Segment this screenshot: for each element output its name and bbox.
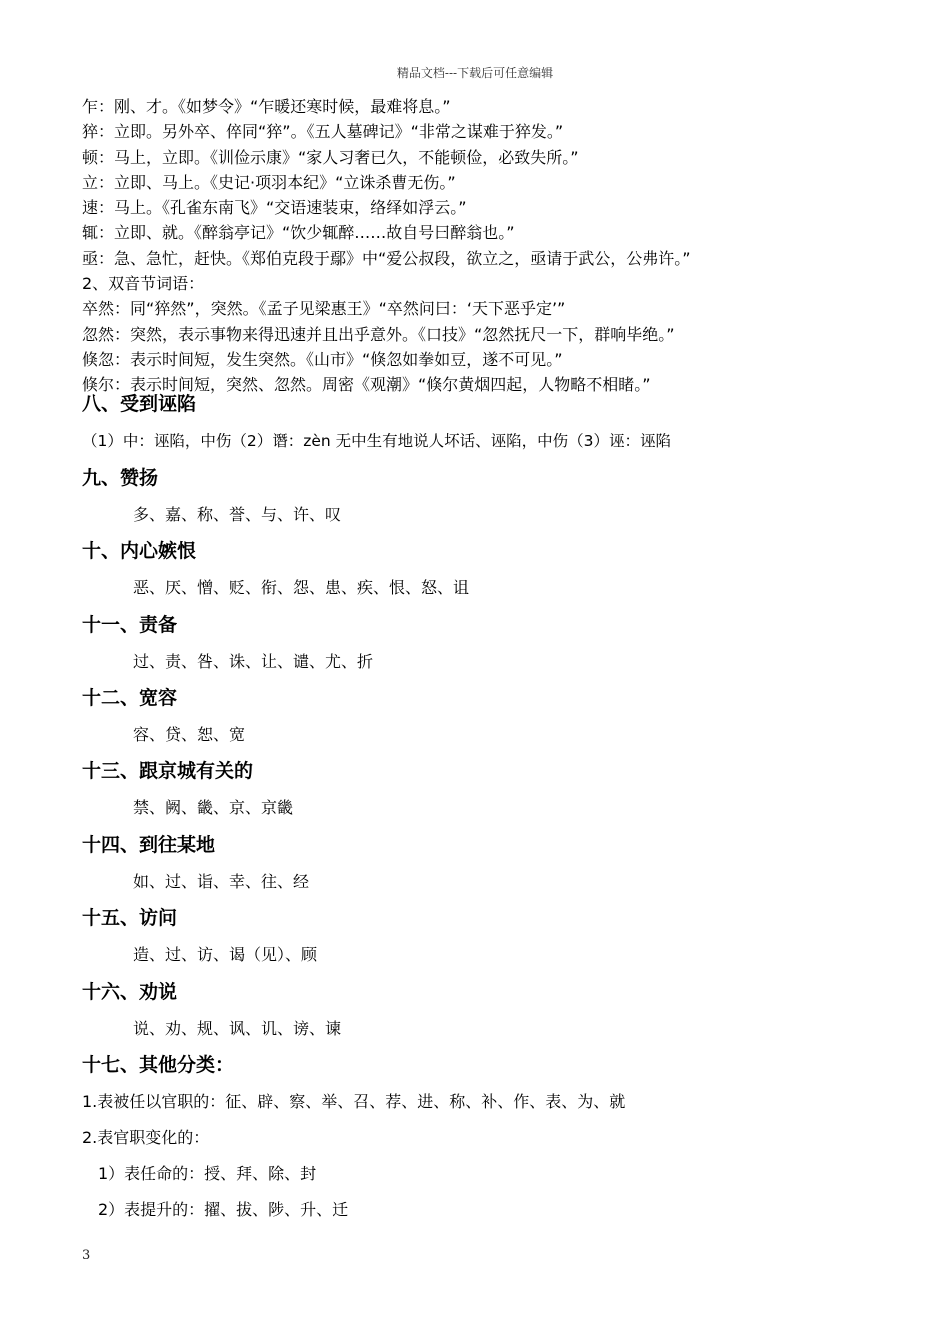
text-line: 倏尔：表示时间短，突然、忽然。周密《观潮》“倏尔黄烟四起，人物略不相睹。” xyxy=(82,375,651,395)
sub-item: 2.表官职变化的： xyxy=(82,1128,210,1147)
section-title: 十、内心嫉恨 xyxy=(82,540,197,562)
section-title: 八、受到诬陷 xyxy=(82,393,197,415)
text-line: 亟：急、急忙，赶快。《郑伯克段于鄢》中“爱公叔段，欲立之，亟请于武公，公弗许。” xyxy=(82,248,691,268)
section-title: 十一、责备 xyxy=(82,614,178,636)
section-content: 过、责、咎、诛、让、谴、尤、折 xyxy=(133,652,374,671)
section-content: （1）中：诬陷，中伤（2）谮：zèn 无中生有地说人坏话、诬陷，中伤（3）诬：诬陷 xyxy=(82,432,672,450)
sub-item: 1）表任命的：授、拜、除、封 xyxy=(98,1164,317,1183)
top-lines xyxy=(82,94,691,398)
section-title: 十六、劝说 xyxy=(82,981,178,1003)
text-line: 立：立即、马上。《史记·项羽本纪》“立诛杀曹无伤。” xyxy=(82,172,456,192)
text-line: 猝：立即。另外卒、倅同“猝”。《五人墓碑记》“非常之谋难于猝发。” xyxy=(82,122,564,142)
sub-item: 1.表被任以官职的：征、辟、察、举、召、荐、进、称、补、作、表、为、就 xyxy=(82,1092,626,1111)
text-line: 忽然：突然，表示事物来得迅速并且出乎意外。《口技》“忽然抚尺一下，群响毕绝。” xyxy=(82,324,675,344)
section-title: 十五、访问 xyxy=(82,907,178,929)
page-number: 3 xyxy=(82,1248,91,1263)
section-title: 十二、宽容 xyxy=(82,687,178,709)
text-line: 乍：刚、才。《如梦令》“乍暖还寒时候，最难将息。” xyxy=(82,97,451,116)
subheading-line: 2、双音节词语： xyxy=(82,274,205,294)
text-line: 顿：马上，立即。《训俭示康》“家人习奢已久，不能顿俭，必致失所。” xyxy=(82,147,579,167)
section-content: 造、过、访、谒（见）、顾 xyxy=(133,945,318,964)
page-header: 精品文档---下载后可任意编辑 xyxy=(396,66,554,80)
section-title: 十三、跟京城有关的 xyxy=(82,760,254,782)
section-content: 说、劝、规、讽、讥、谤、谏 xyxy=(133,1019,342,1038)
section-content: 禁、阙、畿、京、京畿 xyxy=(133,798,294,817)
text-line: 辄：立即、就。《醉翁亭记》“饮少辄醉……故自号曰醉翁也。” xyxy=(82,223,515,243)
section-content: 多、嘉、称、誉、与、许、叹 xyxy=(133,505,342,524)
sub-item: 2）表提升的：擢、拔、陟、升、迁 xyxy=(98,1200,349,1219)
text-line: 卒然：同“猝然”，突然。《孟子见梁惠王》“卒然问曰：‘天下恶乎定’” xyxy=(82,299,566,319)
section-content: 恶、厌、憎、贬、衔、怨、患、疾、恨、怒、诅 xyxy=(133,578,470,597)
text-line: 倏忽：表示时间短，发生突然。《山市》“倏忽如拳如豆，遂不可见。” xyxy=(82,349,563,369)
section-content: 容、贷、恕、宽 xyxy=(133,725,246,744)
text-line: 速：马上。《孔雀东南飞》“交语速装束，络绎如浮云。” xyxy=(82,198,467,218)
section-content: 如、过、诣、幸、往、经 xyxy=(133,872,310,891)
section-title: 九、赞扬 xyxy=(82,467,159,489)
section-title: 十四、到往某地 xyxy=(82,834,216,856)
section-title: 十七、其他分类： xyxy=(82,1054,235,1076)
